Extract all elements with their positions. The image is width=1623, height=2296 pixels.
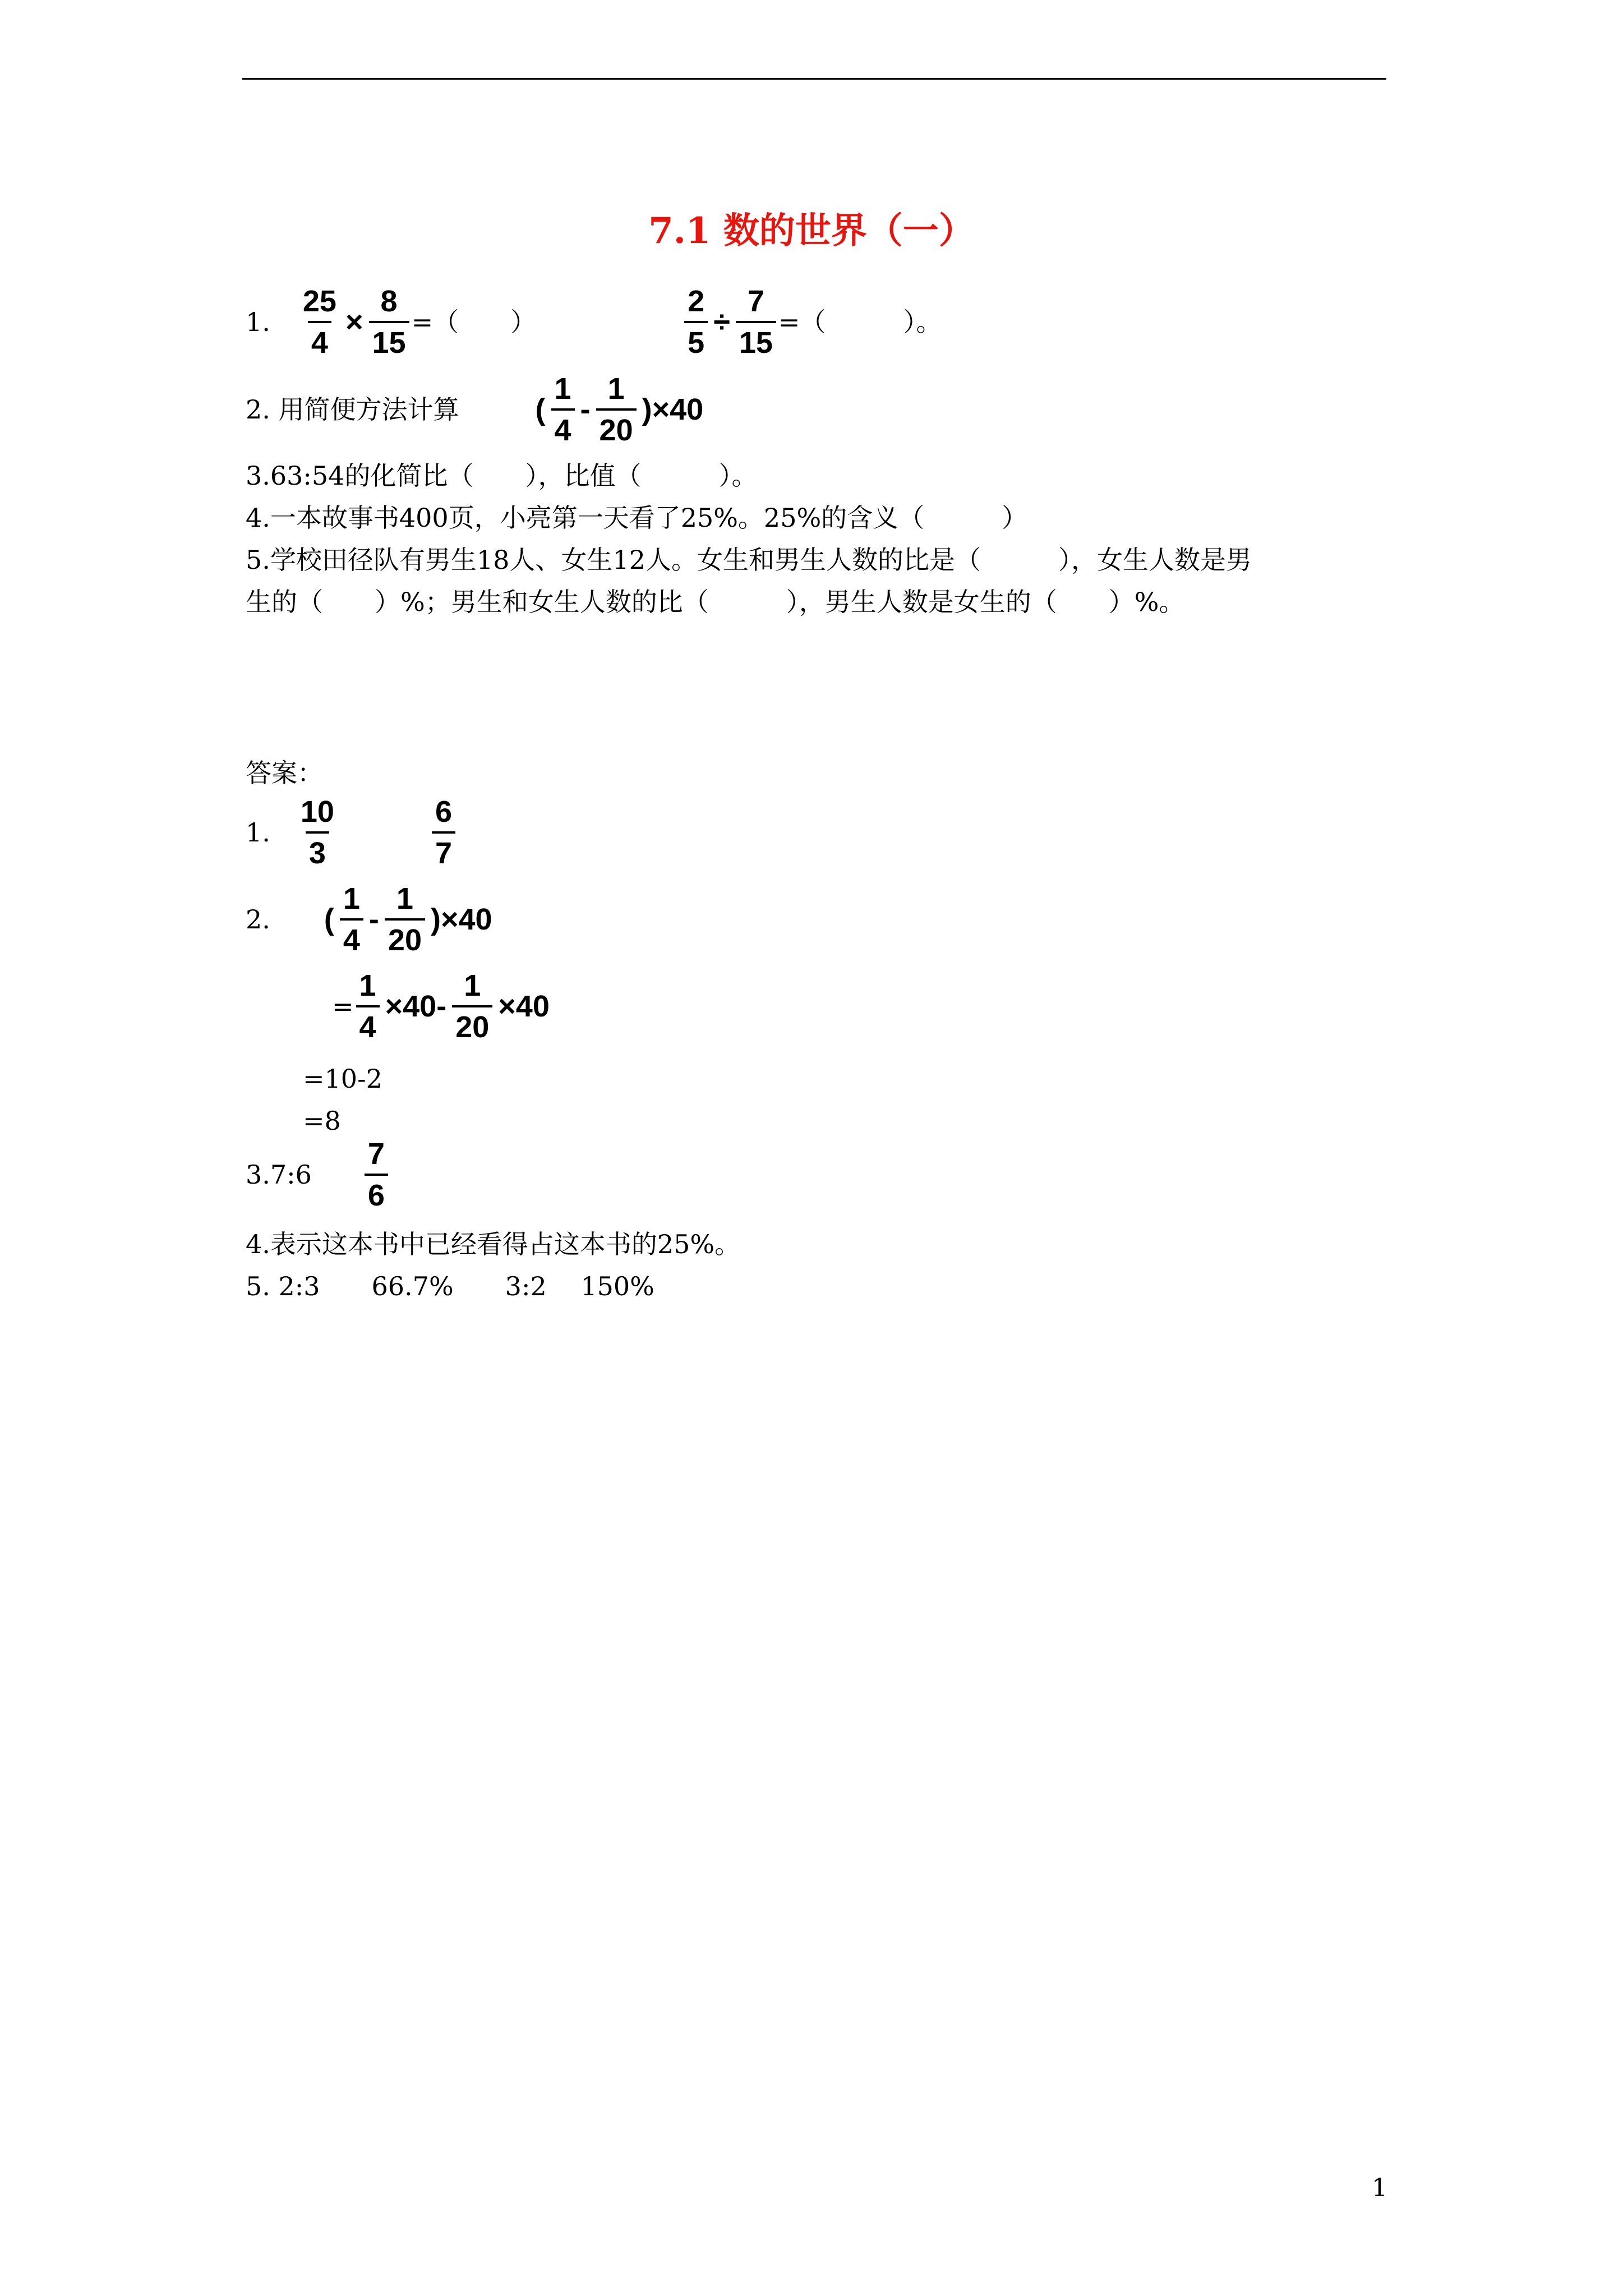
expression-end: )×40 xyxy=(642,393,704,426)
fraction: $\frac{6}{7}$ xyxy=(432,797,455,868)
header-rule xyxy=(242,78,1386,80)
question-5-line-1: 5.学校田径队有男生18人、女生12人。女生和男生人数的比是（ ），女生人数是男 xyxy=(246,545,1252,575)
q1-number: 1. xyxy=(246,307,270,337)
fraction: $\frac{1}{4}$ xyxy=(340,884,363,955)
question-5-line-2: 生的（ ）%；男生和女生人数的比（ ），男生人数是女生的（ ）%。 xyxy=(246,587,1185,617)
answer-5: 5. 2:3 66.7% 3:2 150% xyxy=(246,1271,654,1301)
minus-sign: - xyxy=(368,903,379,936)
fraction: $\frac{25}{4}$ xyxy=(302,284,336,360)
answer-2-line-1 xyxy=(246,884,496,955)
page-number: 1 xyxy=(1372,2174,1387,2202)
fraction: $\frac{7}{6}$ xyxy=(365,1139,388,1211)
question-2 xyxy=(246,374,707,445)
fraction: $\frac{1}{20}$ xyxy=(452,970,492,1042)
paren: ( xyxy=(535,393,546,426)
fraction: $\frac{1}{4}$ xyxy=(551,374,575,445)
fraction: $\frac{1}{20}$ xyxy=(385,884,425,955)
a1-number: 1. xyxy=(246,817,270,848)
expression-end: )×40 xyxy=(430,903,492,936)
fraction: $\frac{1}{20}$ xyxy=(596,374,637,445)
expression-end: ×40 xyxy=(498,990,550,1023)
times-sign: × xyxy=(345,305,363,339)
a3-text: 3.7:6 xyxy=(246,1159,312,1190)
answers-heading: 答案： xyxy=(246,758,323,788)
q2-text: 2. 用简便方法计算 xyxy=(246,394,459,425)
answer-2-line-3: =10-2 xyxy=(303,1064,382,1094)
fraction: $\frac{10}{3}$ xyxy=(300,795,334,870)
question-4: 4.一本故事书400页，小亮第一天看了25%。25%的含义（ ） xyxy=(246,503,1028,533)
equals-sign: = xyxy=(332,991,354,1022)
paren: ( xyxy=(324,903,334,936)
fraction: $\frac{1}{4}$ xyxy=(356,970,380,1042)
question-3: 3.63:54的化简比（ ），比值（ ）。 xyxy=(246,461,758,491)
fraction: $\frac{2}{5}$ xyxy=(684,286,708,358)
fraction: $\frac{7}{15}$ xyxy=(736,286,776,358)
q1-blank-1: =（ ） xyxy=(411,307,537,337)
a2-number: 2. xyxy=(246,904,270,935)
page-title: 7.1 数的世界（一） xyxy=(648,210,975,252)
minus-sign: - xyxy=(580,393,591,426)
answer-4: 4.表示这本书中已经看得占这本书的25%。 xyxy=(246,1229,741,1259)
q1-blank-2: =（ ）。 xyxy=(778,307,942,337)
answer-3 xyxy=(246,1139,390,1211)
answer-1 xyxy=(246,797,458,868)
divide-sign: ÷ xyxy=(713,305,730,339)
answer-2-line-2 xyxy=(332,970,553,1042)
fraction: $\frac{8}{15}$ xyxy=(369,286,409,358)
expression-middle: ×40- xyxy=(385,990,447,1023)
question-1 xyxy=(246,286,942,358)
answer-2-line-4: =8 xyxy=(303,1106,341,1136)
